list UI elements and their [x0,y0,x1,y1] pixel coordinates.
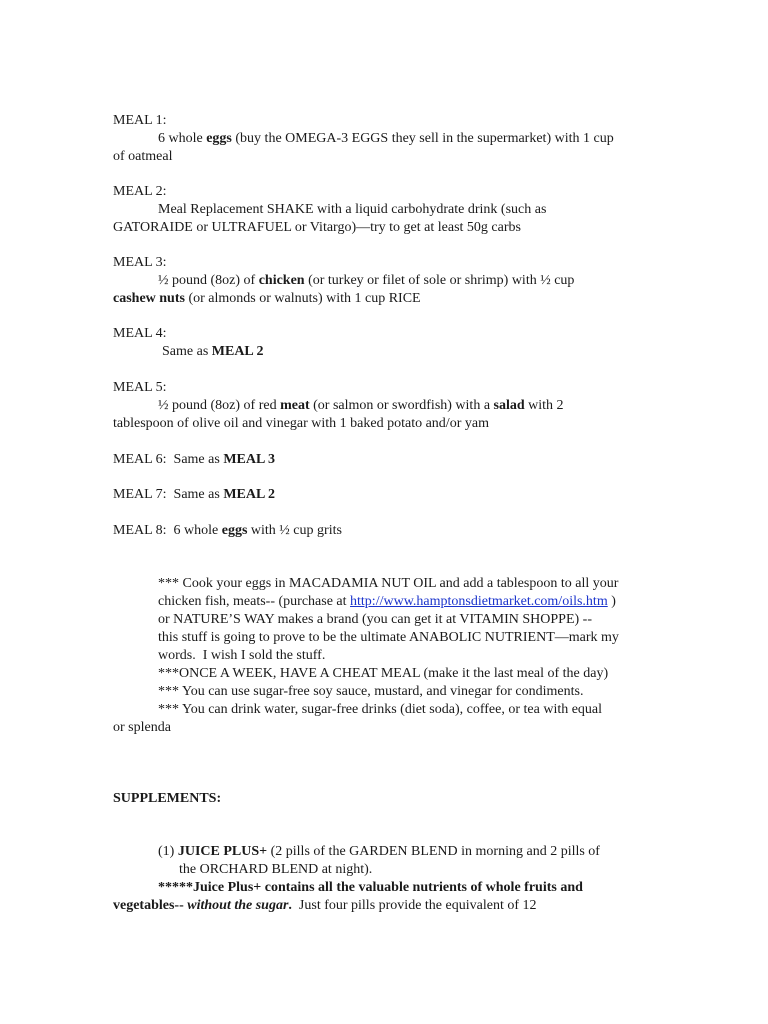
meal-text: ½ pound (8oz) of [158,273,259,288]
meal-5 [113,379,653,433]
note-line: ***ONCE A WEEK, HAVE A CHEAT MEAL (make it the last meal of the day) [158,666,609,681]
meal-4 [113,325,653,361]
meal-bold: eggs [221,523,248,538]
meal-text: (or almonds or walnuts) with 1 cup RICE [184,291,421,306]
supplement-text: Just four pills provide the equivalent of 12 [291,898,537,913]
meal-text: tablespoon of olive oil and vinegar with 1 baked potato and/or yam [113,416,489,431]
supplement-emphasis: without the sugar [183,898,289,913]
meal-label: MEAL 4: [113,326,167,341]
meal-label: MEAL 3: [113,255,167,270]
supplement-name: JUICE PLUS+ [177,844,268,859]
supplement-note: vegetables-- [113,898,184,913]
note-line: *** You can drink water, sugar-free drinks (diet soda), coffee, or tea with equal [158,702,603,717]
meal-text: 6 whole [158,131,207,146]
meal-bold: chicken [258,273,305,288]
meal-2 [113,183,653,237]
meal-bold: MEAL 2 [211,344,264,359]
meal-bold: MEAL 3 [223,452,276,467]
meal-label: MEAL 6: Same as [113,452,224,467]
supplements-list [113,843,673,915]
meal-bold: MEAL 2 [223,487,276,502]
notes [113,575,673,737]
meal-bold: salad [493,398,525,413]
meal-text: (or turkey or filet of sole or shrimp) with ½ cup [304,273,575,288]
supplement-note: . [288,898,292,913]
note-line: chicken fish, meats-- (purchase at [158,594,351,609]
meal-label: MEAL 7: Same as [113,487,224,502]
supplements-heading-block [113,790,653,808]
meal-text: GATORAIDE or ULTRAFUEL or Vitargo)—try to get at least 50g carbs [113,220,521,235]
meal-label: MEAL 2: [113,184,167,199]
meal-6 [113,451,653,469]
meal-label: MEAL 5: [113,380,167,395]
meal-text: with 2 [524,398,564,413]
note-line: or splenda [113,720,171,735]
meal-label: MEAL 1: [113,113,167,128]
meal-bold: meat [280,398,310,413]
note-line: or NATURE’S WAY makes a brand (you can get it at VITAMIN SHOPPE) -- [158,612,592,627]
meal-text: Same as [162,344,212,359]
meal-1 [113,112,653,166]
note-line: words. I wish I sold the stuff. [158,648,326,663]
note-line: this stuff is going to prove to be the ultimate ANABOLIC NUTRIENT—mark my [158,630,619,645]
meal-bold: eggs [206,131,232,146]
meal-text: (or salmon or swordfish) with a [309,398,494,413]
note-line: *** You can use sugar-free soy sauce, mustard, and vinegar for condiments. [158,684,584,699]
meal-text: Meal Replacement SHAKE with a liquid carbohydrate drink (such as [158,202,547,217]
supplements-heading: SUPPLEMENTS: [113,791,222,806]
meal-bold: cashew nuts [113,291,185,306]
note-line: *** Cook your eggs in MACADAMIA NUT OIL and add a tablespoon to all your [158,576,619,591]
supplement-text: the ORCHARD BLEND at night). [179,862,373,877]
note-line: ) [607,594,616,609]
supplement-number: (1) [158,844,178,859]
supplement-note: *****Juice Plus+ contains all the valuable nutrients of whole fruits and [158,880,583,895]
oils-link[interactable]: http://www.hamptonsdietmarket.com/oils.htm [350,594,608,609]
meal-text: ½ pound (8oz) of red [158,398,281,413]
supplement-text: (2 pills of the GARDEN BLEND in morning and 2 pills of [267,844,600,859]
meal-7 [113,486,653,504]
meal-3 [113,254,653,308]
meal-text: with ½ cup grits [247,523,342,538]
meal-label: MEAL 8: 6 whole [113,523,222,538]
meal-text: (buy the OMEGA-3 EGGS they sell in the supermarket) with 1 cup [231,131,614,146]
meal-8 [113,522,653,540]
meal-text: of oatmeal [113,149,173,164]
